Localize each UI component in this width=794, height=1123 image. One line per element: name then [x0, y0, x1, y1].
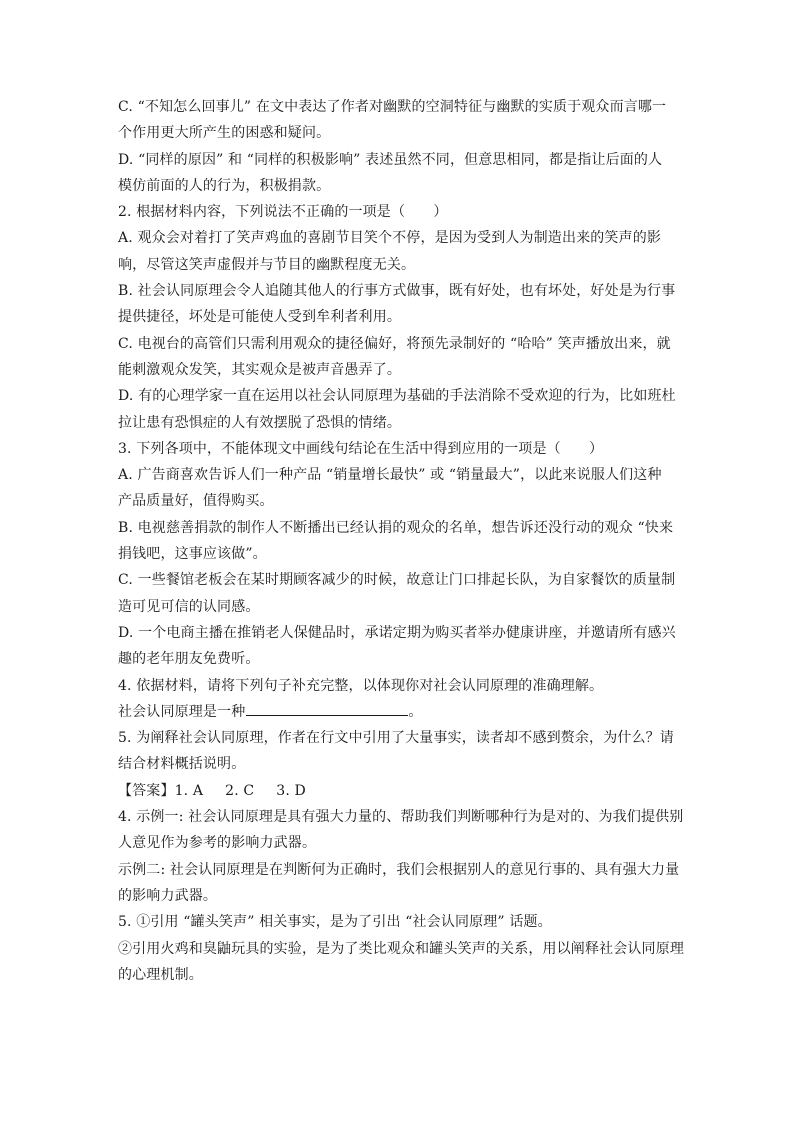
fill-in-prefix: 社会认同原理是一种 — [118, 703, 246, 720]
text-line: 模仿前面的人的行为，积极捐款。 — [118, 177, 331, 194]
fill-in-suffix: 。 — [408, 703, 423, 720]
fill-in-line — [118, 699, 678, 725]
answer-line — [118, 778, 678, 804]
fill-in-blank — [246, 700, 408, 716]
answer-item: 2. C — [225, 782, 255, 799]
text-line: 示例二: 社会认同原理是在判断何为正确时，我们会根据别人的意见行事的、具有强大力量 — [118, 861, 680, 878]
text-line: 捐钱吧，这事应该做”。 — [118, 546, 267, 563]
text-line: 5. ①引用 “罐头笑声” 相关事实，是为了引出 “社会认同原理” 话题。 — [118, 914, 552, 931]
question-2-stem: 2. 根据材料内容，下列说法不正确的一项是（ ） — [118, 204, 448, 221]
text-line: C. 电视台的高管们只需利用观众的捷径偏好，将预先录制好的 “哈哈” 笑声播放出来，就 — [118, 335, 671, 352]
text-line: 个作用更大所产生的困惑和疑问。 — [118, 125, 331, 142]
text-line: 拉让患有恐惧症的人有效摆脱了恐惧的情绪。 — [118, 414, 401, 431]
answer-item: 3. D — [276, 782, 306, 799]
text-line: 4. 示例一: 社会认同原理是具有强大力量的、帮助我们判断哪种行为是对的、为我们提供别 — [118, 809, 684, 826]
text-line: ②引用火鸡和臭鼬玩具的实验，是为了类比观众和罐头笑声的关系，用以阐释社会认同原理 — [118, 940, 684, 957]
text-line: B. 社会认同原理会令人追随其他人的行事方式做事，既有好处，也有坏处，好处是为行事 — [118, 283, 676, 300]
text-line: D. 有的心理学家一直在运用以社会认同原理为基础的手法消除不受欢迎的行为，比如班杜 — [118, 388, 676, 405]
text-line: B. 电视慈善捐款的制作人不断播出已经认捐的观众的名单，想告诉还没行动的观众 “快来 — [118, 519, 674, 536]
text-line: 结合材料概括说明。 — [118, 756, 246, 773]
text-line: D. “同样的原因” 和 “同样的积极影响” 表述虽然不同，但意思相同，都是指让后面的人 — [118, 151, 663, 168]
text-line: A. 广告商喜欢告诉人们一种产品 “销量增长最快” 或 “销量最大”，以此来说服人们这种 — [118, 467, 662, 484]
question-5-stem: 5. 为阐释社会认同原理，作者在行文中引用了大量事实，读者却不感到赘余，为什么？请 — [118, 730, 674, 747]
document-page — [118, 94, 684, 988]
text-line: 能刺激观众发笑，其实观众是被声音愚弄了。 — [118, 361, 401, 378]
text-line: 提供捷径，坏处是可能使人受到牟利者利用。 — [118, 309, 401, 326]
text-line: C. “不知怎么回事儿” 在文中表达了作者对幽默的空洞特征与幽默的实质于观众而言哪一 — [118, 99, 667, 115]
question-4-stem: 4. 依据材料，请将下列句子补充完整，以体现你对社会认同原理的准确理解。 — [118, 677, 604, 694]
text-line: 响，尽管这笑声虚假并与节目的幽默程度无关。 — [118, 256, 416, 273]
text-line: 趣的老年朋友免费听。 — [118, 651, 260, 668]
text-line: 的心理机制。 — [118, 966, 203, 983]
answer-item: 1. A — [174, 782, 204, 799]
text-line: 的影响力武器。 — [118, 887, 218, 904]
question-3-stem: 3. 下列各项中，不能体现文中画线句结论在生活中得到应用的一项是（ ） — [118, 440, 604, 457]
text-line: 人意见作为参考的影响力武器。 — [118, 835, 317, 852]
text-line: 产品质量好，值得购买。 — [118, 493, 274, 510]
text-line: D. 一个电商主播在推销老人保健品时，承诺定期为购买者举办健康讲座，并邀请所有感兴 — [118, 624, 676, 641]
question-lines — [118, 94, 678, 699]
explanation-lines — [118, 804, 684, 988]
answer-label: 【答案】 — [118, 782, 175, 799]
text-line: 造可见可信的认同感。 — [118, 598, 260, 615]
text-line: A. 观众会对着打了笑声鸡血的喜剧节目笑个不停，是因为受到人为制造出来的笑声的影 — [118, 230, 662, 247]
text-line: C. 一些餐馆老板会在某时期顾客减少的时候，故意让门口排起长队，为自家餐饮的质量制 — [118, 572, 676, 589]
